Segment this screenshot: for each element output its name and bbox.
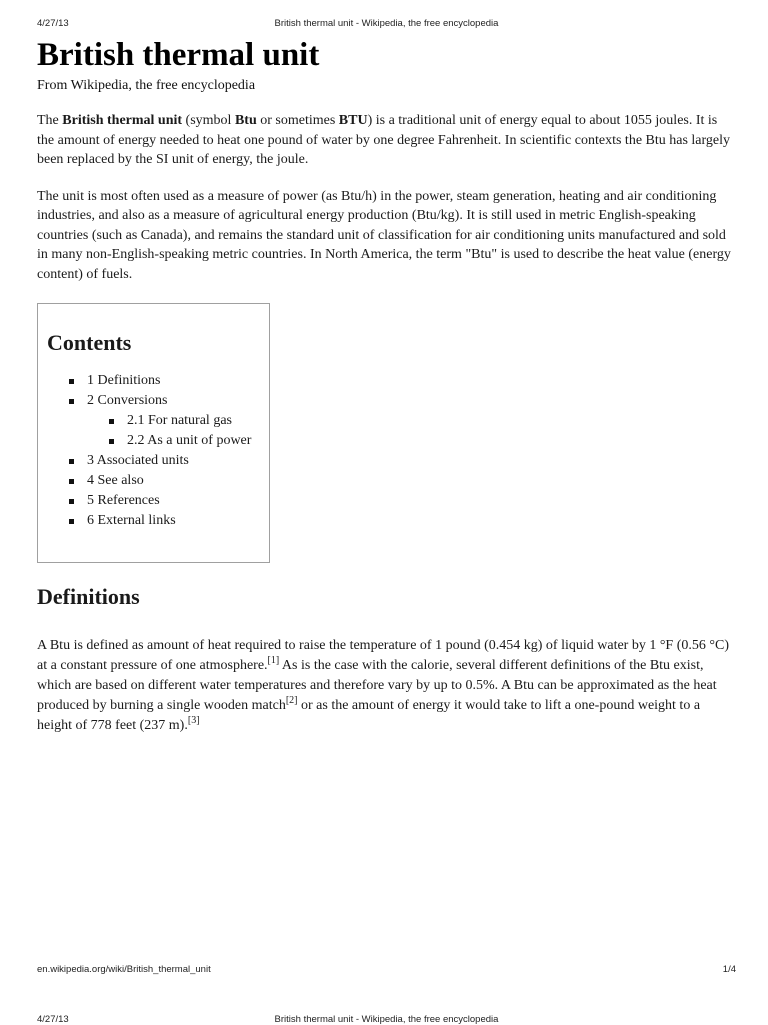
toc-item-see-also[interactable]: 4 See also bbox=[69, 471, 269, 491]
print-header bbox=[37, 18, 736, 32]
toc-item-unit-of-power[interactable]: 2.2 As a unit of power bbox=[69, 431, 269, 451]
toc-item-references[interactable]: 5 References bbox=[69, 491, 269, 511]
section-heading-definitions: Definitions bbox=[37, 584, 140, 609]
page-url: en.wikipedia.org/wiki/British_thermal_unit bbox=[37, 964, 211, 975]
term-btu-caps: BTU bbox=[338, 113, 368, 128]
site-tagline: From Wikipedia, the free encyclopedia bbox=[37, 78, 256, 93]
toc-list bbox=[47, 371, 269, 531]
term-btu: Btu bbox=[234, 113, 257, 128]
toc-title: Contents bbox=[47, 330, 132, 355]
page-title: British thermal unit bbox=[37, 37, 320, 73]
intro-paragraph: The British thermal unit (symbol Btu or sometimes BTU) is a traditional unit of energy equal to about 1055 joules. It is the amount of energy needed to heat one pound of water by one degree Fahrenheit. In scientific contexts the Btu has largely been replaced by the SI unit of energy, the joule. bbox=[37, 113, 731, 167]
toc-item-external-links[interactable]: 6 External links bbox=[69, 511, 269, 531]
table-of-contents bbox=[37, 303, 270, 563]
next-print-title: British thermal unit - Wikipedia, the free encyclopedia bbox=[274, 1014, 499, 1025]
page-number: 1/4 bbox=[722, 964, 736, 975]
print-date: 4/27/13 bbox=[37, 18, 69, 29]
print-title: British thermal unit - Wikipedia, the free encyclopedia bbox=[274, 18, 499, 29]
next-print-date: 4/27/13 bbox=[37, 1014, 69, 1025]
citation-1[interactable]: [1] bbox=[267, 655, 280, 666]
usage-paragraph: The unit is most often used as a measure of power (as Btu/h) in the power, steam generation, heating and air conditioning industries, and also as a measure of agricultural energy production (Btu/kg). It is still used in metric English-speaking countries (such as Canada), and remains the standard unit of classification for air conditioning units manufactured and sold in many non-English-speaking metric countries. In North America, the term "Btu" is used to describe the heat value (energy content) of fuels. bbox=[37, 188, 731, 282]
citation-2[interactable]: [2] bbox=[285, 695, 298, 706]
citation-3[interactable]: [3] bbox=[187, 715, 200, 726]
article-body bbox=[37, 36, 737, 736]
toc-item-associated-units[interactable]: 3 Associated units bbox=[69, 451, 269, 471]
term-british-thermal-unit: British thermal unit bbox=[62, 113, 183, 128]
definitions-paragraph: A Btu is defined as amount of heat required to raise the temperature of 1 pound (0.454 kg) of liquid water by 1 °F (0.56 °C) at a constant pressure of one atmosphere.[1] As is the case with the calorie, several different definitions of the Btu exist, which are based on different water temperatures and therefore vary by up to 0.5%. A Btu can be approximated as the heat produced by burning a single wooden match[2] or as the amount of energy it would take to lift a one-pound weight to a height of 778 feet (237 m).[3] bbox=[37, 638, 729, 733]
toc-item-conversions[interactable]: 2 Conversions bbox=[69, 391, 269, 411]
toc-item-natural-gas[interactable]: 2.1 For natural gas bbox=[69, 411, 269, 431]
toc-item-definitions[interactable]: 1 Definitions bbox=[69, 371, 269, 391]
